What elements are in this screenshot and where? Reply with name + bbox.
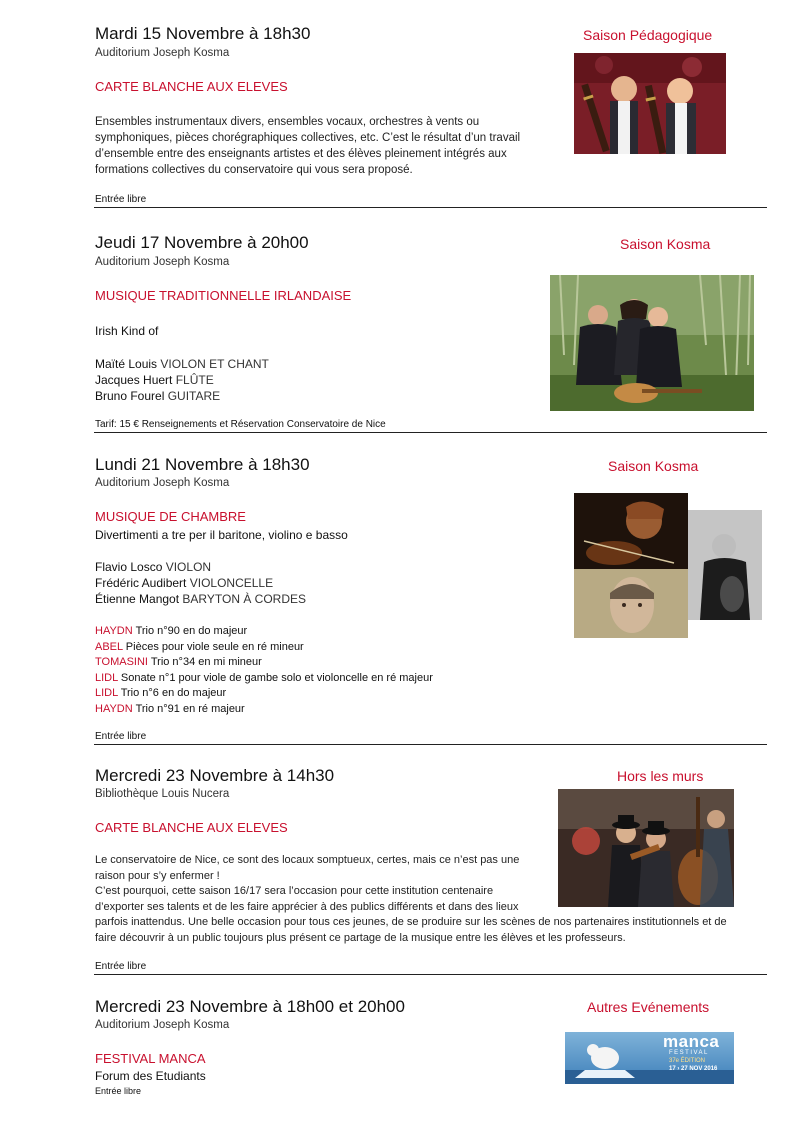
manca-poster bbox=[565, 1032, 734, 1084]
event-venue: Auditorium Joseph Kosma bbox=[95, 256, 230, 268]
work: Sonate n°1 pour viole de gambe solo et violoncelle en ré majeur bbox=[120, 671, 433, 684]
description-line: faire découvrir à un public toujours plus présent ce partage de la musique entre les élèves et les professeurs. bbox=[95, 931, 626, 944]
event-photo-violinist bbox=[574, 493, 688, 569]
composer: HAYDN bbox=[95, 702, 133, 715]
event-date: Mardi 15 Novembre à 18h30 bbox=[95, 24, 311, 43]
performer-role: VIOLON ET CHANT bbox=[160, 357, 269, 371]
event-photo-students bbox=[574, 53, 726, 154]
performer-name: Jacques Huert bbox=[95, 373, 173, 387]
event-photo-cellist bbox=[688, 510, 762, 620]
violinist-illustration bbox=[574, 493, 688, 569]
work: Trio n°6 en do majeur bbox=[120, 687, 227, 700]
performer-role: VIOLONCELLE bbox=[189, 576, 274, 590]
event-venue: Auditorium Joseph Kosma bbox=[95, 477, 230, 489]
event-title: MUSIQUE DE CHAMBRE bbox=[95, 509, 246, 524]
event-title: FESTIVAL MANCA bbox=[95, 1051, 206, 1066]
program-item bbox=[95, 640, 433, 656]
composer: LIDL bbox=[95, 687, 118, 700]
performer-name: Frédéric Audibert bbox=[95, 576, 187, 590]
program-item bbox=[95, 655, 433, 671]
event-photo-portrait bbox=[574, 569, 688, 638]
composer: HAYDN bbox=[95, 625, 133, 637]
performer-role: BARYTON À CORDES bbox=[182, 592, 306, 606]
performer-list bbox=[95, 356, 269, 404]
season-label: Hors les murs bbox=[617, 768, 704, 784]
performer-list bbox=[95, 559, 306, 607]
performer-row bbox=[95, 372, 269, 388]
trio-illustration bbox=[550, 275, 754, 411]
program-item bbox=[95, 624, 433, 640]
event-date: Lundi 21 Novembre à 18h30 bbox=[95, 455, 310, 474]
program-item bbox=[95, 671, 433, 687]
program-item bbox=[95, 686, 433, 702]
performer-row bbox=[95, 388, 269, 404]
poster-tag: FESTIVAL bbox=[669, 1050, 709, 1056]
event-footer: Entrée libre bbox=[95, 961, 147, 972]
description-line: Le conservatoire de Nice, ce sont des locaux somptueux, certes, mais ce n’est pas une bbox=[95, 854, 520, 866]
students-illustration bbox=[574, 53, 726, 154]
event-title: MUSIQUE TRADITIONNELLE IRLANDAISE bbox=[95, 288, 352, 303]
performer-name: Étienne Mangot bbox=[95, 592, 180, 606]
performer-row bbox=[95, 356, 269, 372]
composer: ABEL bbox=[95, 640, 123, 653]
program-item bbox=[95, 702, 433, 718]
program-list bbox=[95, 624, 433, 718]
work: Trio n°90 en do majeur bbox=[135, 625, 248, 637]
event-subtitle: Irish Kind of bbox=[95, 324, 159, 338]
event-footer: Entrée libre bbox=[95, 731, 147, 742]
description-line: formations collectives du conservatoire qui vous sera proposé. bbox=[95, 164, 413, 176]
section-divider bbox=[94, 974, 767, 975]
season-label: Autres Evénements bbox=[587, 999, 710, 1015]
performer-role: VIOLON bbox=[165, 560, 212, 574]
event-photo-young-musicians bbox=[558, 789, 734, 907]
season-label: Saison Kosma bbox=[620, 236, 711, 252]
description-line: C’est pourquoi, cette saison 16/17 sera l’occasion pour cette institution centenaire bbox=[95, 885, 494, 898]
event-photo-trio bbox=[550, 275, 754, 411]
poster-edition: 37e ÉDITION bbox=[669, 1058, 706, 1064]
portrait-illustration bbox=[574, 569, 688, 638]
performer-name: Bruno Fourel bbox=[95, 389, 165, 403]
performer-name: Flavio Losco bbox=[95, 560, 163, 574]
event-subtitle: Divertimenti a tre per il baritone, violino e basso bbox=[95, 528, 348, 542]
event-venue: Auditorium Joseph Kosma bbox=[95, 1019, 230, 1031]
section-divider bbox=[94, 432, 767, 433]
event-date: Mercredi 23 Novembre à 14h30 bbox=[95, 766, 335, 785]
description-line: raison pour s’y enfermer ! bbox=[95, 869, 220, 882]
event-footer: Tarif: 15 € Renseignements et Réservation Conservatoire de Nice bbox=[95, 419, 386, 430]
season-label: Saison Pédagogique bbox=[583, 27, 713, 43]
section-divider bbox=[94, 744, 767, 745]
description-line: d’exporter ses talents et de les faire apprécier à des publics différents et dans des lieux bbox=[95, 900, 519, 913]
event-footer: Entrée libre bbox=[95, 1086, 142, 1096]
description-line: d’ensemble entre des enseignants artistes et des élèves pleinement intégrés aux bbox=[95, 148, 507, 160]
poster-dates: 17 › 27 NOV 2016 bbox=[669, 1066, 718, 1072]
composer: TOMASINI bbox=[95, 656, 148, 669]
description-line: Ensembles instrumentaux divers, ensembles vocaux, orchestres à vents ou bbox=[95, 116, 480, 128]
event-description bbox=[95, 114, 520, 178]
event-footer: Entrée libre bbox=[95, 194, 147, 205]
composer: LIDL bbox=[95, 671, 118, 684]
performer-row bbox=[95, 559, 306, 575]
cellist-illustration bbox=[688, 510, 762, 620]
event-date: Jeudi 17 Novembre à 20h00 bbox=[95, 233, 309, 252]
description-line: parfois inattendus. Une belle occasion pour tous ces jeunes, de se produire sur les scènes de nos partenaires institutionnels et de bbox=[95, 916, 727, 929]
work: Trio n°34 en mi mineur bbox=[150, 656, 262, 669]
performer-role: GUITARE bbox=[167, 389, 221, 403]
event-date: Mercredi 23 Novembre à 18h00 et 20h00 bbox=[95, 997, 405, 1016]
event-venue: Bibliothèque Louis Nucera bbox=[95, 788, 230, 800]
work: Pièces pour viole seule en ré mineur bbox=[125, 640, 304, 653]
poster-brand: manca bbox=[663, 1032, 720, 1051]
event-title: CARTE BLANCHE AUX ELEVES bbox=[95, 820, 288, 835]
description-line: symphoniques, pièces chorégraphiques collectives, etc. C’est le résultat d’un travail bbox=[95, 132, 521, 144]
season-label: Saison Kosma bbox=[608, 458, 699, 474]
performer-name: Maïté Louis bbox=[95, 357, 158, 371]
performer-row bbox=[95, 575, 306, 591]
performer-row bbox=[95, 591, 306, 607]
event-venue: Auditorium Joseph Kosma bbox=[95, 47, 230, 59]
young-musicians-illustration bbox=[558, 789, 734, 907]
event-subtitle: Forum des Etudiants bbox=[95, 1069, 206, 1083]
section-divider bbox=[94, 207, 767, 208]
performer-role: FLÛTE bbox=[175, 373, 214, 387]
work: Trio n°91 en ré majeur bbox=[135, 702, 245, 715]
event-title: CARTE BLANCHE AUX ELEVES bbox=[95, 79, 288, 94]
